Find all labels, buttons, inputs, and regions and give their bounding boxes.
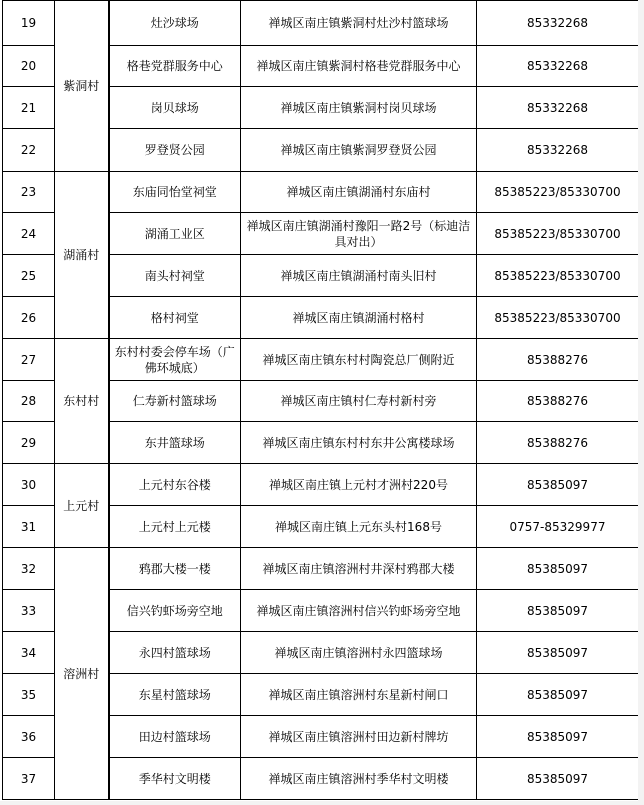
phone-cell[interactable]: 85385223/85330700	[477, 255, 639, 297]
address-cell[interactable]: 禅城区南庄镇溶洲村田边新村牌坊	[241, 716, 477, 758]
address-cell[interactable]: 禅城区南庄镇溶洲村东星新村闸口	[241, 674, 477, 716]
address-cell[interactable]: 禅城区南庄镇溶洲村信兴钓虾场旁空地	[241, 590, 477, 632]
site-name-cell[interactable]: 东庙同怡堂祠堂	[109, 172, 241, 213]
phone-cell[interactable]: 85385223/85330700	[477, 213, 639, 255]
phone-cell[interactable]: 85385223/85330700	[477, 172, 639, 213]
site-name-cell[interactable]: 格巷党群服务中心	[109, 46, 241, 87]
site-name-cell[interactable]: 南头村祠堂	[109, 255, 241, 297]
table-row	[3, 464, 639, 506]
address-cell[interactable]: 禅城区南庄镇东村村陶瓷总厂侧附近	[241, 339, 477, 381]
site-name-cell[interactable]: 东井篮球场	[109, 422, 241, 464]
row-number[interactable]: 22	[3, 129, 55, 172]
village-cell[interactable]: 湖涌村	[55, 172, 109, 339]
row-number[interactable]: 32	[3, 548, 55, 590]
row-number[interactable]: 23	[3, 172, 55, 213]
phone-cell[interactable]: 85385097	[477, 716, 639, 758]
row-number[interactable]: 28	[3, 381, 55, 422]
table-row	[3, 172, 639, 213]
phone-cell[interactable]: 85385097	[477, 590, 639, 632]
sheet-edge	[638, 0, 644, 805]
address-cell[interactable]: 禅城区南庄镇湖涌村东庙村	[241, 172, 477, 213]
phone-cell[interactable]: 85385223/85330700	[477, 297, 639, 339]
address-cell[interactable]: 禅城区南庄镇溶洲村季华村文明楼	[241, 758, 477, 800]
address-cell[interactable]: 禅城区南庄镇村仁寿村新村旁	[241, 381, 477, 422]
site-name-cell[interactable]: 东星村篮球场	[109, 674, 241, 716]
address-cell[interactable]: 禅城区南庄镇东村村东井公寓楼球场	[241, 422, 477, 464]
table-row	[3, 1, 639, 46]
site-name-cell[interactable]: 岗贝球场	[109, 87, 241, 129]
village-cell[interactable]: 紫洞村	[55, 1, 109, 172]
phone-cell[interactable]: 85388276	[477, 381, 639, 422]
row-number[interactable]: 26	[3, 297, 55, 339]
row-number[interactable]: 29	[3, 422, 55, 464]
row-number[interactable]: 35	[3, 674, 55, 716]
phone-cell[interactable]: 85332268	[477, 129, 639, 172]
phone-cell[interactable]: 85332268	[477, 46, 639, 87]
phone-cell[interactable]: 85385097	[477, 674, 639, 716]
row-number[interactable]: 20	[3, 46, 55, 87]
site-name-cell[interactable]: 灶沙球场	[109, 1, 241, 46]
site-name-cell[interactable]: 上元村东谷楼	[109, 464, 241, 506]
address-cell[interactable]: 禅城区南庄镇湖涌村南头旧村	[241, 255, 477, 297]
row-number[interactable]: 21	[3, 87, 55, 129]
phone-cell[interactable]: 85388276	[477, 422, 639, 464]
phone-cell[interactable]: 85388276	[477, 339, 639, 381]
row-number[interactable]: 34	[3, 632, 55, 674]
site-name-cell[interactable]: 季华村文明楼	[109, 758, 241, 800]
row-number[interactable]: 37	[3, 758, 55, 800]
phone-cell[interactable]: 85385097	[477, 632, 639, 674]
site-name-cell[interactable]: 田边村篮球场	[109, 716, 241, 758]
address-cell[interactable]: 禅城区南庄镇紫洞村岗贝球场	[241, 87, 477, 129]
phone-cell[interactable]: 0757-85329977	[477, 506, 639, 548]
site-name-cell[interactable]: 罗登贤公园	[109, 129, 241, 172]
row-number[interactable]: 19	[3, 1, 55, 46]
table-row	[3, 339, 639, 381]
phone-cell[interactable]: 85385097	[477, 464, 639, 506]
site-name-cell[interactable]: 格村祠堂	[109, 297, 241, 339]
site-name-cell[interactable]: 仁寿新村篮球场	[109, 381, 241, 422]
row-number[interactable]: 31	[3, 506, 55, 548]
row-number[interactable]: 36	[3, 716, 55, 758]
address-cell[interactable]: 禅城区南庄镇上元村才洲村220号	[241, 464, 477, 506]
row-number[interactable]: 33	[3, 590, 55, 632]
site-table-body	[3, 1, 639, 800]
village-cell[interactable]: 溶洲村	[55, 548, 109, 800]
sheet-bottom-edge	[0, 801, 644, 805]
site-table	[2, 0, 639, 800]
address-cell[interactable]: 禅城区南庄镇紫洞村灶沙村篮球场	[241, 1, 477, 46]
address-cell[interactable]: 禅城区南庄镇紫洞村格巷党群服务中心	[241, 46, 477, 87]
site-name-cell[interactable]: 湖涌工业区	[109, 213, 241, 255]
phone-cell[interactable]: 85332268	[477, 1, 639, 46]
phone-cell[interactable]: 85385097	[477, 548, 639, 590]
phone-cell[interactable]: 85385097	[477, 758, 639, 800]
row-number[interactable]: 27	[3, 339, 55, 381]
phone-cell[interactable]: 85332268	[477, 87, 639, 129]
address-cell[interactable]: 禅城区南庄镇溶洲村永四篮球场	[241, 632, 477, 674]
address-cell[interactable]: 禅城区南庄镇湖涌村豫阳一路2号（标迪洁具对出）	[241, 213, 477, 255]
site-name-cell[interactable]: 永四村篮球场	[109, 632, 241, 674]
site-name-cell[interactable]: 信兴钓虾场旁空地	[109, 590, 241, 632]
address-cell[interactable]: 禅城区南庄镇湖涌村格村	[241, 297, 477, 339]
row-number[interactable]: 25	[3, 255, 55, 297]
row-number[interactable]: 30	[3, 464, 55, 506]
table-row	[3, 548, 639, 590]
site-name-cell[interactable]: 东村村委会停车场（广佛环城底）	[109, 339, 241, 381]
row-number[interactable]: 24	[3, 213, 55, 255]
village-cell[interactable]: 上元村	[55, 464, 109, 548]
site-name-cell[interactable]: 上元村上元楼	[109, 506, 241, 548]
address-cell[interactable]: 禅城区南庄镇上元东头村168号	[241, 506, 477, 548]
site-name-cell[interactable]: 鸦郡大楼一楼	[109, 548, 241, 590]
address-cell[interactable]: 禅城区南庄镇溶洲村井深村鸦郡大楼	[241, 548, 477, 590]
address-cell[interactable]: 禅城区南庄镇紫洞罗登贤公园	[241, 129, 477, 172]
village-cell[interactable]: 东村村	[55, 339, 109, 464]
